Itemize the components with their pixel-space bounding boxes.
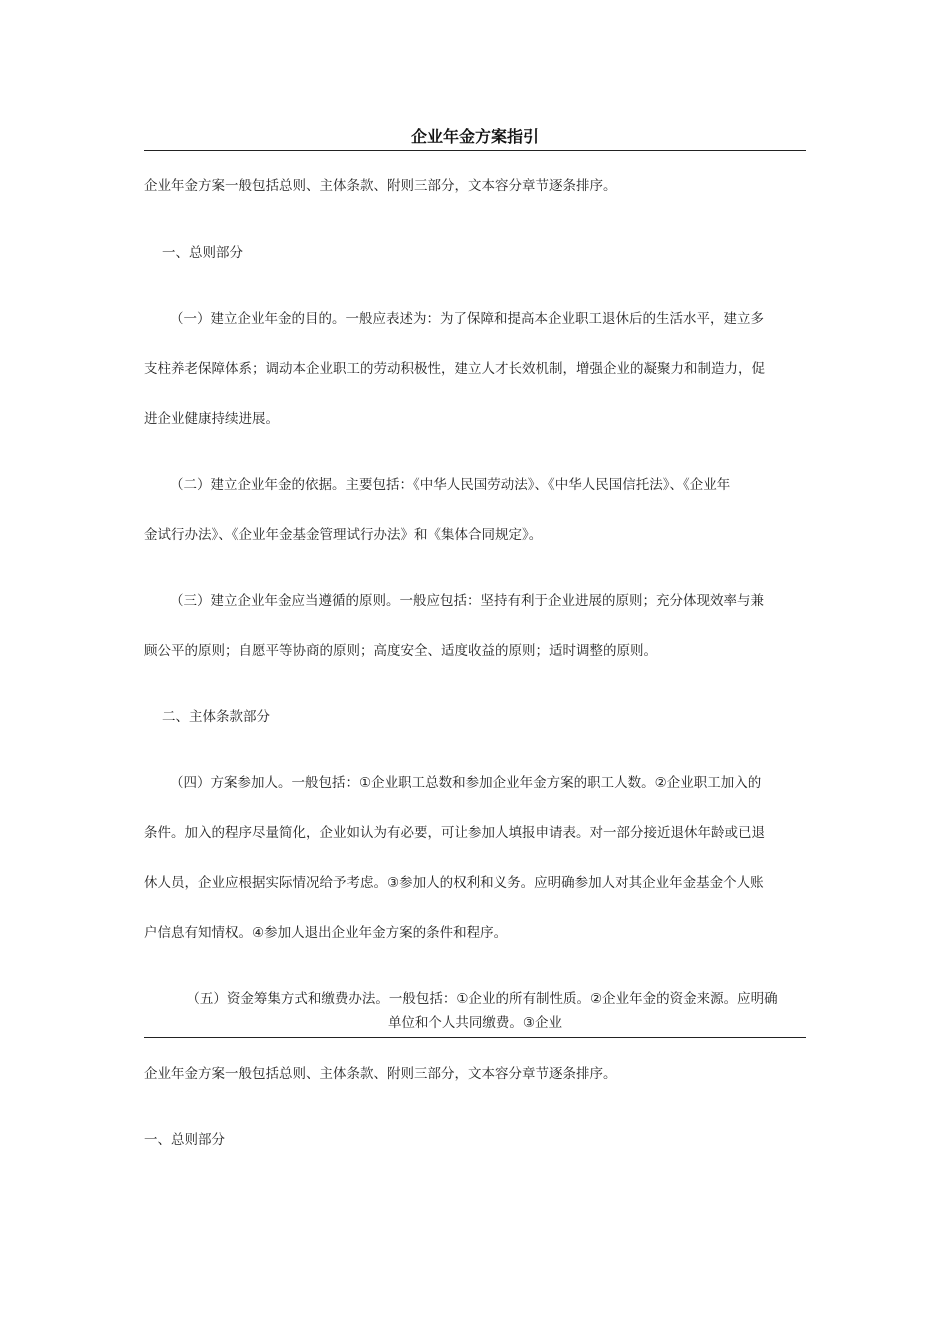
intro-paragraph: 企业年金方案一般包括总则、主体条款、附则三部分，文本容分章节逐条排序。	[144, 178, 617, 194]
title-underline	[144, 150, 806, 151]
item-4-line-1: （四）方案参加人。一般包括：①企业职工总数和参加企业年金方案的职工人数。②企业职工加入的	[170, 775, 762, 791]
item-1-line-2: 支柱养老保障体系；调动本企业职工的劳动积极性，建立人才长效机制，增强企业的凝聚力和制造力，促	[144, 361, 765, 377]
section-heading-general: 一、总则部分	[162, 245, 243, 261]
item-3-line-1: （三）建立企业年金应当遵循的原则。一般应包括：坚持有利于企业进展的原则；充分体现效率与兼	[170, 593, 764, 609]
document-title: 企业年金方案指引	[410, 127, 539, 146]
item-5-line-1: （五）资金筹集方式和缴费办法。一般包括：①企业的所有制性质。②企业年金的资金来源。应明确	[186, 991, 778, 1007]
item-2-line-2: 金试行办法》、《企业年金基金管理试行办法》和《集体合同规定》。	[144, 527, 543, 543]
section-heading-main-clauses: 二、主体条款部分	[162, 709, 270, 725]
item-2-line-1: （二）建立企业年金的依据。主要包括：《中华人民国劳动法》、《中华人民国信托法》、《企业年	[170, 477, 731, 493]
item-3-line-2: 顾公平的原则；自愿平等协商的原则；高度安全、适度收益的原则；适时调整的原则。	[144, 643, 657, 659]
item-1-line-1: （一）建立企业年金的目的。一般应表述为：为了保障和提高本企业职工退休后的生活水平，建立多	[170, 311, 764, 327]
item-4-line-2: 条件。加入的程序尽量简化，企业如认为有必要，可让参加人填报申请表。对一部分接近退休年龄或已退	[144, 825, 765, 841]
item-4-line-4: 户信息有知情权。④参加人退出企业年金方案的条件和程序。	[144, 925, 508, 941]
item-4-line-3: 休人员，企业应根据实际情况给予考虑。③参加人的权利和义务。应明确参加人对其企业年金基金个人账	[144, 875, 764, 891]
repeat-section-heading-general: 一、总则部分	[144, 1132, 225, 1148]
item-1-line-3: 进企业健康持续进展。	[144, 411, 279, 427]
section-divider	[144, 1037, 806, 1038]
repeat-intro-paragraph: 企业年金方案一般包括总则、主体条款、附则三部分，文本容分章节逐条排序。	[144, 1066, 617, 1082]
item-5-line-2: 单位和个人共同缴费。③企业	[387, 1015, 563, 1031]
